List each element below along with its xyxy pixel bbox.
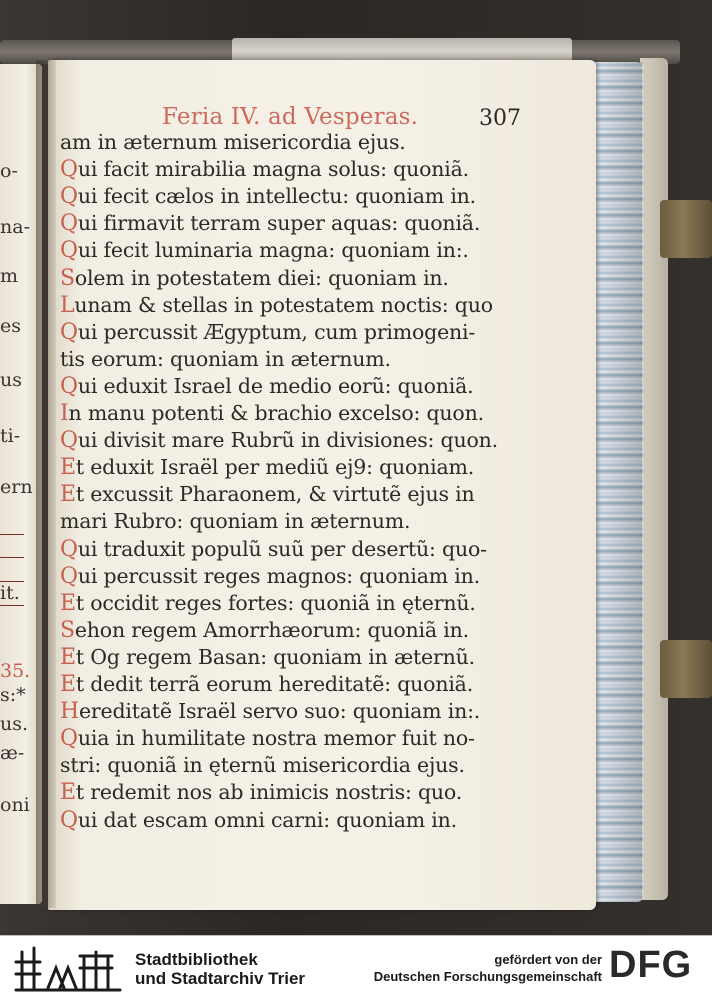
funding-line2: Deutschen Forschungsgemeinschaft (373, 969, 602, 984)
rubric-initial: I (60, 401, 69, 426)
line-text: ehon regem Amorrhæorum: quoniã in. (74, 617, 469, 642)
line-text: am in æternum misericordia ejus. (60, 130, 406, 154)
rubric-initial: Q (60, 563, 78, 589)
library-name-line1: Stadtbibliothek (135, 950, 258, 969)
text-line (60, 482, 474, 507)
rubric-initial: Q (60, 373, 78, 399)
line-text: ui divisit mare Rubrũ in divisiones: quon. (77, 428, 498, 453)
line-text: uia in humilitate nostra memor fuit no- (77, 726, 475, 751)
text-line (60, 618, 469, 643)
text-line (60, 672, 473, 697)
clasp-strap-lower (660, 640, 712, 698)
rubric-initial: E (60, 590, 76, 616)
text-line (60, 808, 457, 833)
left-fragment: o- (0, 160, 18, 182)
rubric-initial: Q (60, 807, 78, 833)
text-line (60, 211, 480, 236)
left-fragment: 35. (0, 660, 31, 682)
line-text: ui percussit Ægyptum, cum primogeni- (77, 319, 476, 344)
rubric-initial: H (60, 699, 79, 725)
rubric-initial: Q (60, 319, 78, 345)
line-text: t dedit terrã eorum hereditatẽ: quoniã. (75, 672, 474, 696)
text-line (60, 509, 410, 533)
line-text: ui facit mirabilia magna solus: quoniã. (77, 157, 469, 182)
text-line (60, 645, 475, 670)
text-line (60, 564, 480, 589)
funding-note (372, 951, 602, 985)
left-fragment: es (0, 315, 21, 337)
text-line (60, 238, 469, 263)
left-fragment: us. (0, 713, 29, 735)
left-fragment: oni (0, 794, 30, 816)
rubric-initial: E (60, 455, 76, 481)
line-text: tis eorum: quoniam in æternum. (60, 346, 391, 371)
left-fragment: na- (0, 216, 30, 238)
text-line (60, 699, 480, 724)
rubric-initial: S (60, 265, 75, 291)
text-line (60, 726, 475, 751)
rubric-initial: L (60, 292, 75, 318)
line-text: ui percussit reges magnos: quoniam in. (77, 563, 480, 588)
left-fragment: m (0, 265, 19, 287)
left-fragment: æ- (0, 742, 25, 764)
line-text: ereditatẽ Israël servo suo: quoniam in:. (79, 699, 481, 724)
line-text: ui traduxit populũ suũ per desertũ: quo- (77, 536, 487, 561)
rubric-initial: E (60, 672, 76, 697)
left-fragment: ti- (0, 425, 21, 447)
text-line (60, 455, 474, 480)
line-text: ui firmavit terram super aquas: quoniã. (77, 211, 481, 236)
text-line (60, 293, 493, 318)
page-number: 307 (479, 106, 521, 131)
line-text: ui eduxit Israel de medio eorũ: quoniã. (77, 373, 474, 398)
rubric-initial: Q (60, 726, 78, 752)
rubric-initial: E (60, 780, 76, 806)
text-line (60, 374, 473, 399)
line-text: t Og regem Basan: quoniam in æternũ. (75, 644, 475, 669)
line-text: mari Rubro: quoniam in æternum. (60, 509, 411, 534)
text-line (60, 266, 449, 291)
text-line (60, 401, 484, 426)
left-fragment: ern (0, 476, 33, 498)
rubric-initial: Q (60, 211, 78, 237)
line-text: ui fecit cælos in intellectu: quoniam in. (77, 184, 476, 209)
text-line (60, 780, 462, 805)
funding-line1: gefördert von der (494, 952, 602, 967)
rubric-initial: E (60, 644, 76, 670)
left-fragment: it. (0, 582, 20, 604)
rubric-initial: E (60, 482, 76, 508)
line-text: stri: quoniã in ęternũ misericordia ejus. (60, 753, 465, 778)
rubric-initial: Q (60, 428, 78, 454)
rubric-initial: Q (60, 184, 78, 210)
text-line (60, 157, 469, 182)
page-gutter (36, 60, 56, 908)
line-text: ui fecit luminaria magna: quoniam in:. (77, 238, 469, 263)
text-line (60, 320, 475, 345)
text-line (60, 753, 465, 777)
library-logo-icon (12, 942, 124, 996)
left-fragment: us (0, 369, 22, 391)
text-line (60, 184, 476, 209)
rubric-initial: Q (60, 238, 78, 264)
line-text: t occidit reges fortes: quoniã in ęternũ. (75, 590, 476, 615)
line-text: t eduxit Israël per mediũ ej9: quoniam. (75, 455, 475, 480)
running-head: Feria IV. ad Vesperas. (162, 104, 419, 130)
text-line (60, 428, 498, 453)
clasp-strap-upper (660, 200, 712, 258)
line-text: n manu potenti & brachio excelso: quon. (68, 401, 484, 425)
line-text: t excussit Pharaonem, & virtutẽ ejus in (75, 482, 475, 507)
line-text: olem in potestatem diei: quoniam in. (74, 265, 449, 290)
library-name-line2: und Stadtarchiv Trier (135, 969, 306, 988)
left-fragment: s:* (0, 684, 26, 706)
line-text: ui dat escam omni carni: quoniam in. (77, 807, 457, 832)
line-text: t redemit nos ab inimicis nostris: quo. (75, 780, 463, 805)
rubric-initial: Q (60, 536, 78, 562)
text-line (60, 130, 406, 154)
text-line (60, 537, 487, 562)
text-line (60, 347, 391, 371)
rubric-initial: S (60, 617, 75, 643)
text-line (60, 591, 476, 616)
line-text: unam & stellas in potestatem noctis: quo (74, 292, 493, 317)
library-name (135, 950, 305, 988)
footer-bar (0, 935, 712, 1001)
book-cover-board (640, 58, 668, 900)
rubric-initial: Q (60, 157, 78, 183)
dfg-logo: DFG (609, 944, 693, 986)
